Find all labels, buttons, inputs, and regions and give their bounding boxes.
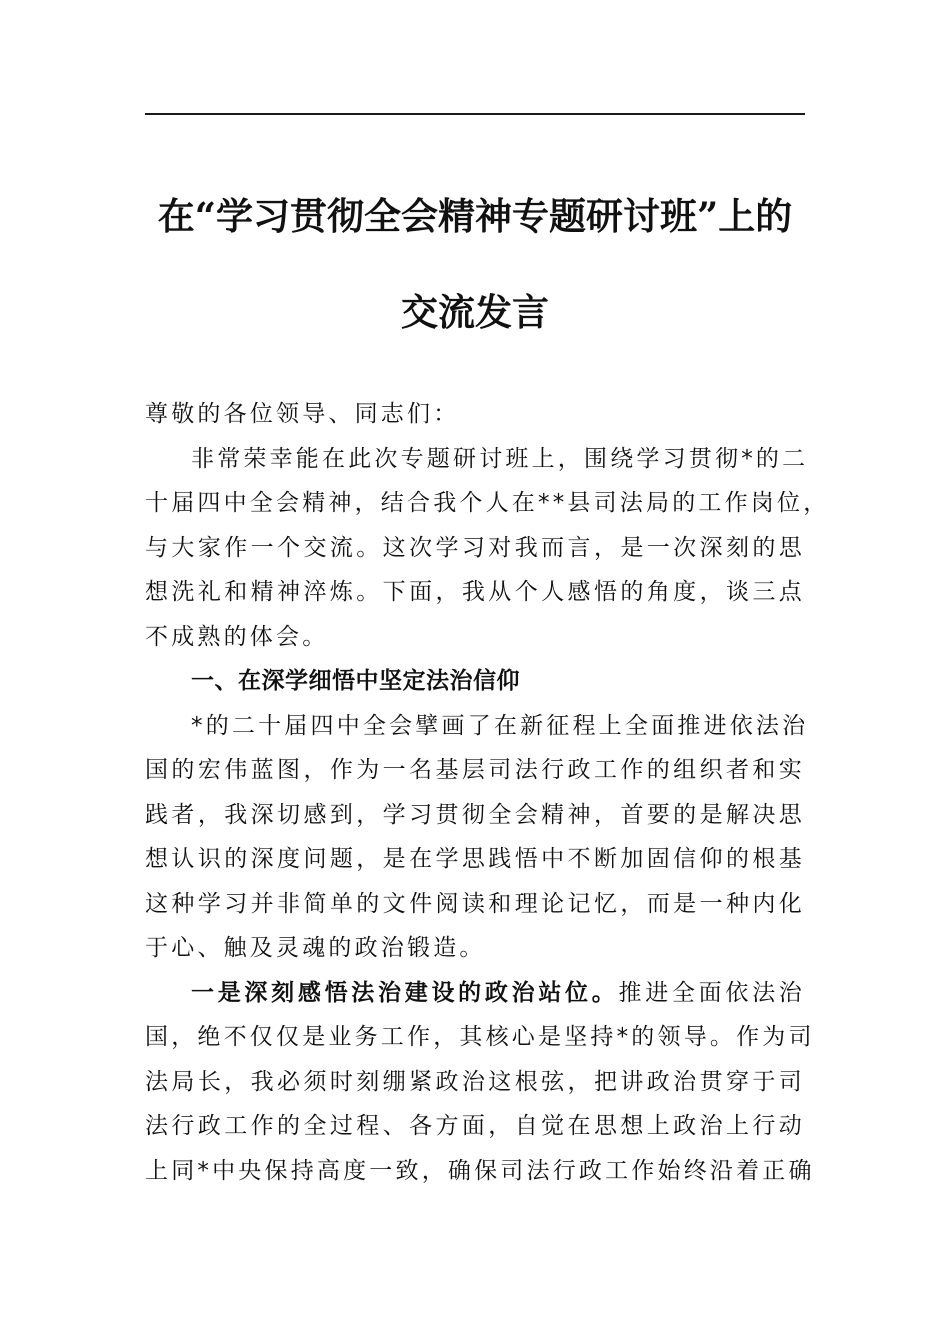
section-heading: 一、在深学细悟中坚定法治信仰: [191, 668, 520, 694]
intro-line: 与大家作一个交流。这次学习对我而言，是一次深刻的思: [145, 534, 805, 561]
point-line: 国，绝不仅仅是业务工作，其核心是坚持*的领导。作为司: [145, 1024, 815, 1050]
section-line: *的二十届四中全会擘画了在新征程上全面推进依法治: [191, 712, 809, 739]
point-line: [145, 971, 805, 1016]
section-line: 于心、触及灵魂的政治锻造。: [145, 935, 486, 961]
title-line-2: 交流发言: [401, 290, 549, 334]
document-title: [145, 168, 805, 360]
point-bold-lead: 一是深刻感悟法治建设的政治站位。: [191, 979, 619, 1006]
title-line-1: 在“学习贯彻全会精神专题研讨班”上的: [157, 194, 793, 238]
section-line: 国的宏伟蓝图，作为一名基层司法行政工作的组织者和实: [145, 757, 805, 783]
intro-line: 十届四中全会精神，结合我个人在**县司法局的工作岗位，: [145, 490, 830, 516]
document-body: [145, 392, 830, 1193]
intro-line: 非常荣幸能在此次专题研讨班上，围绕学习贯彻*的二: [191, 445, 809, 472]
intro-line: 想洗礼和精神淬炼。下面，我从个人感悟的角度，谈三点: [145, 579, 805, 605]
section-line: 这种学习并非简单的文件阅读和理论记忆，而是一种内化: [145, 890, 805, 917]
section-line: 践者，我深切感到，学习贯彻全会精神，首要的是解决思: [145, 801, 805, 828]
salutation: 尊敬的各位领导、同志们：: [145, 401, 460, 427]
header-rule: [145, 113, 805, 115]
point-line: 法行政工作的全过程、各方面，自觉在思想上政治上行动: [145, 1113, 805, 1139]
section-line: 想认识的深度问题，是在学思践悟中不断加固信仰的根基: [145, 846, 805, 872]
point-line: 法局长，我必须时刻绷紧政治这根弦，把讲政治贯穿于司: [145, 1068, 805, 1095]
point-line: 上同*中央保持高度一致，确保司法行政工作始终沿着正确: [145, 1157, 815, 1184]
point-lead-rest: 推进全面依法治: [618, 979, 805, 1006]
intro-line: 不成熟的体会。: [145, 623, 329, 650]
